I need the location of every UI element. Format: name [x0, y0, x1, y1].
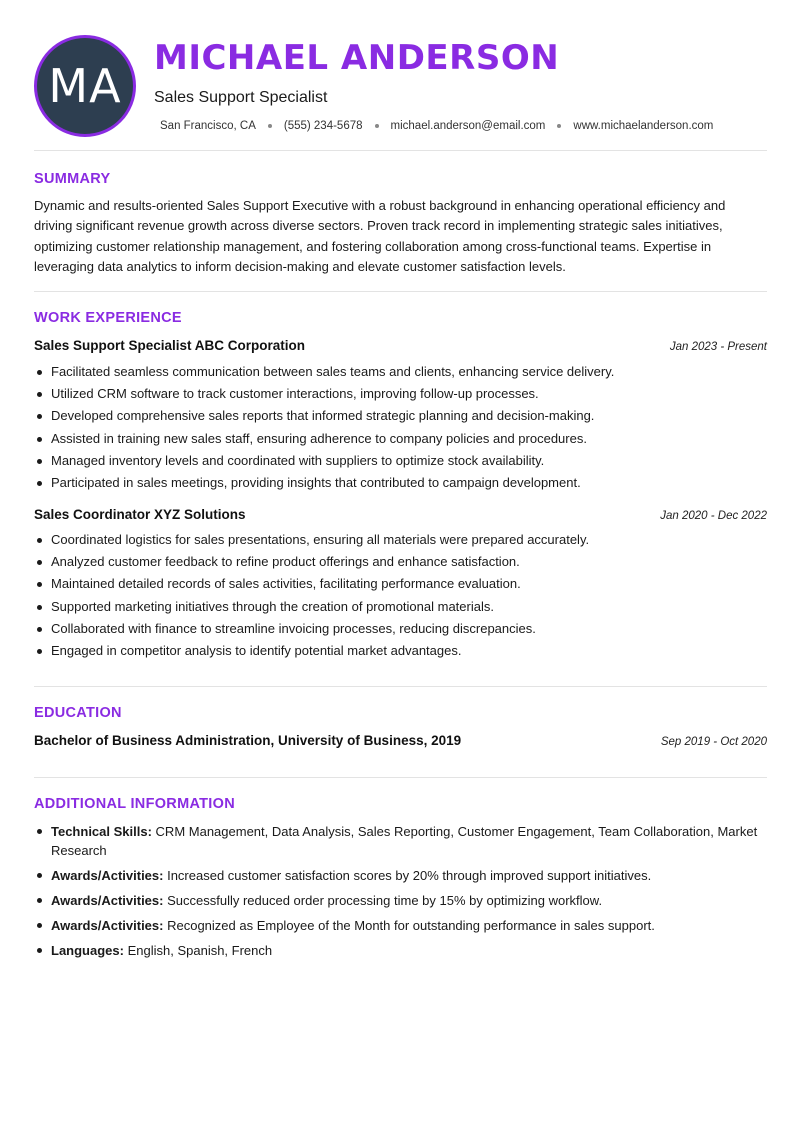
education-heading: EDUCATION: [34, 705, 122, 721]
additional-heading: ADDITIONAL INFORMATION: [34, 796, 235, 812]
candidate-role: Sales Support Specialist: [154, 89, 328, 106]
list-item: [34, 916, 774, 935]
list-item: Maintained detailed records of sales activities, facilitating performance evaluation.: [34, 573, 774, 595]
item-label: Awards/Activities:: [51, 868, 164, 883]
separator-dot-icon: [268, 124, 272, 128]
item-label: Languages:: [51, 943, 124, 958]
list-item: Developed comprehensive sales reports that informed strategic planning and decision-making.: [34, 405, 774, 427]
list-item: Utilized CRM software to track customer interactions, improving follow-up processes.: [34, 383, 774, 405]
contact-phone: (555) 234-5678: [283, 120, 363, 132]
list-item: Managed inventory levels and coordinated with suppliers to optimize stock availability.: [34, 450, 774, 472]
item-text: Increased customer satisfaction scores by 20% through improved support initiatives.: [167, 868, 652, 883]
separator-dot-icon: [375, 124, 379, 128]
job-bullets: [34, 361, 774, 494]
job-header: [34, 507, 767, 522]
list-item: [34, 941, 774, 960]
summary-text: Dynamic and results-oriented Sales Support Executive with a robust background in enhancing operational efficiency and driving significant revenue growth across diverse sectors. Proven track record in implementing strategic sales initiatives, optimizing customer relationship management, and fostering collaboration among cross-functional teams. Expertise in leveraging data analytics to inform decision-making and elevate customer satisfaction levels.: [34, 198, 726, 274]
list-item: Analyzed customer feedback to refine product offerings and enhance satisfaction.: [34, 551, 774, 573]
divider: [34, 686, 767, 687]
divider: [34, 150, 767, 151]
item-text: Successfully reduced order processing time by 15% by optimizing workflow.: [167, 893, 603, 908]
contact-location: San Francisco, CA: [160, 120, 256, 132]
education-date: Sep 2019 - Oct 2020: [660, 736, 767, 748]
list-item: Participated in sales meetings, providing insights that contributed to campaign development.: [34, 472, 774, 494]
item-label: Awards/Activities:: [51, 918, 164, 933]
job-header: [34, 338, 767, 353]
candidate-name: MICHAEL ANDERSON: [154, 38, 560, 78]
additional-list: [34, 822, 774, 966]
contact-website[interactable]: www.michaelanderson.com: [573, 120, 714, 132]
divider: [34, 291, 767, 292]
degree: Bachelor of Business Administration, University of Business, 2019: [34, 733, 462, 748]
avatar-initials: MA: [48, 59, 122, 113]
divider: [34, 777, 767, 778]
contact-email[interactable]: michael.anderson@email.com: [390, 120, 546, 132]
summary-heading: SUMMARY: [34, 171, 111, 187]
list-item: Coordinated logistics for sales presentations, ensuring all materials were prepared accurately.: [34, 529, 774, 551]
item-text: CRM Management, Data Analysis, Sales Reporting, Customer Engagement, Team Collaboration, Market Research: [51, 824, 758, 858]
list-item: Collaborated with finance to streamline invoicing processes, reducing discrepancies.: [34, 618, 774, 640]
contact-bar: [160, 120, 713, 132]
list-item: [34, 891, 774, 910]
list-item: [34, 866, 774, 885]
list-item: Facilitated seamless communication between sales teams and clients, enhancing service delivery.: [34, 361, 774, 383]
job-title: Sales Coordinator XYZ Solutions: [34, 507, 246, 522]
education-entry: [34, 733, 767, 748]
list-item: Engaged in competitor analysis to identify potential market advantages.: [34, 640, 774, 662]
list-item: [34, 822, 774, 860]
avatar: [34, 35, 136, 137]
job-title: Sales Support Specialist ABC Corporation: [34, 338, 306, 353]
list-item: Supported marketing initiatives through the creation of promotional materials.: [34, 596, 774, 618]
job-date: Jan 2020 - Dec 2022: [660, 510, 767, 522]
job-bullets: [34, 529, 774, 662]
experience-heading: WORK EXPERIENCE: [34, 310, 182, 326]
job-date: Jan 2023 - Present: [669, 341, 767, 353]
separator-dot-icon: [557, 124, 561, 128]
item-text: Recognized as Employee of the Month for outstanding performance in sales support.: [167, 918, 655, 933]
list-item: Assisted in training new sales staff, ensuring adherence to company policies and procedures.: [34, 428, 774, 450]
item-label: Awards/Activities:: [51, 893, 164, 908]
item-label: Technical Skills:: [51, 824, 152, 839]
item-text: English, Spanish, French: [127, 943, 273, 958]
